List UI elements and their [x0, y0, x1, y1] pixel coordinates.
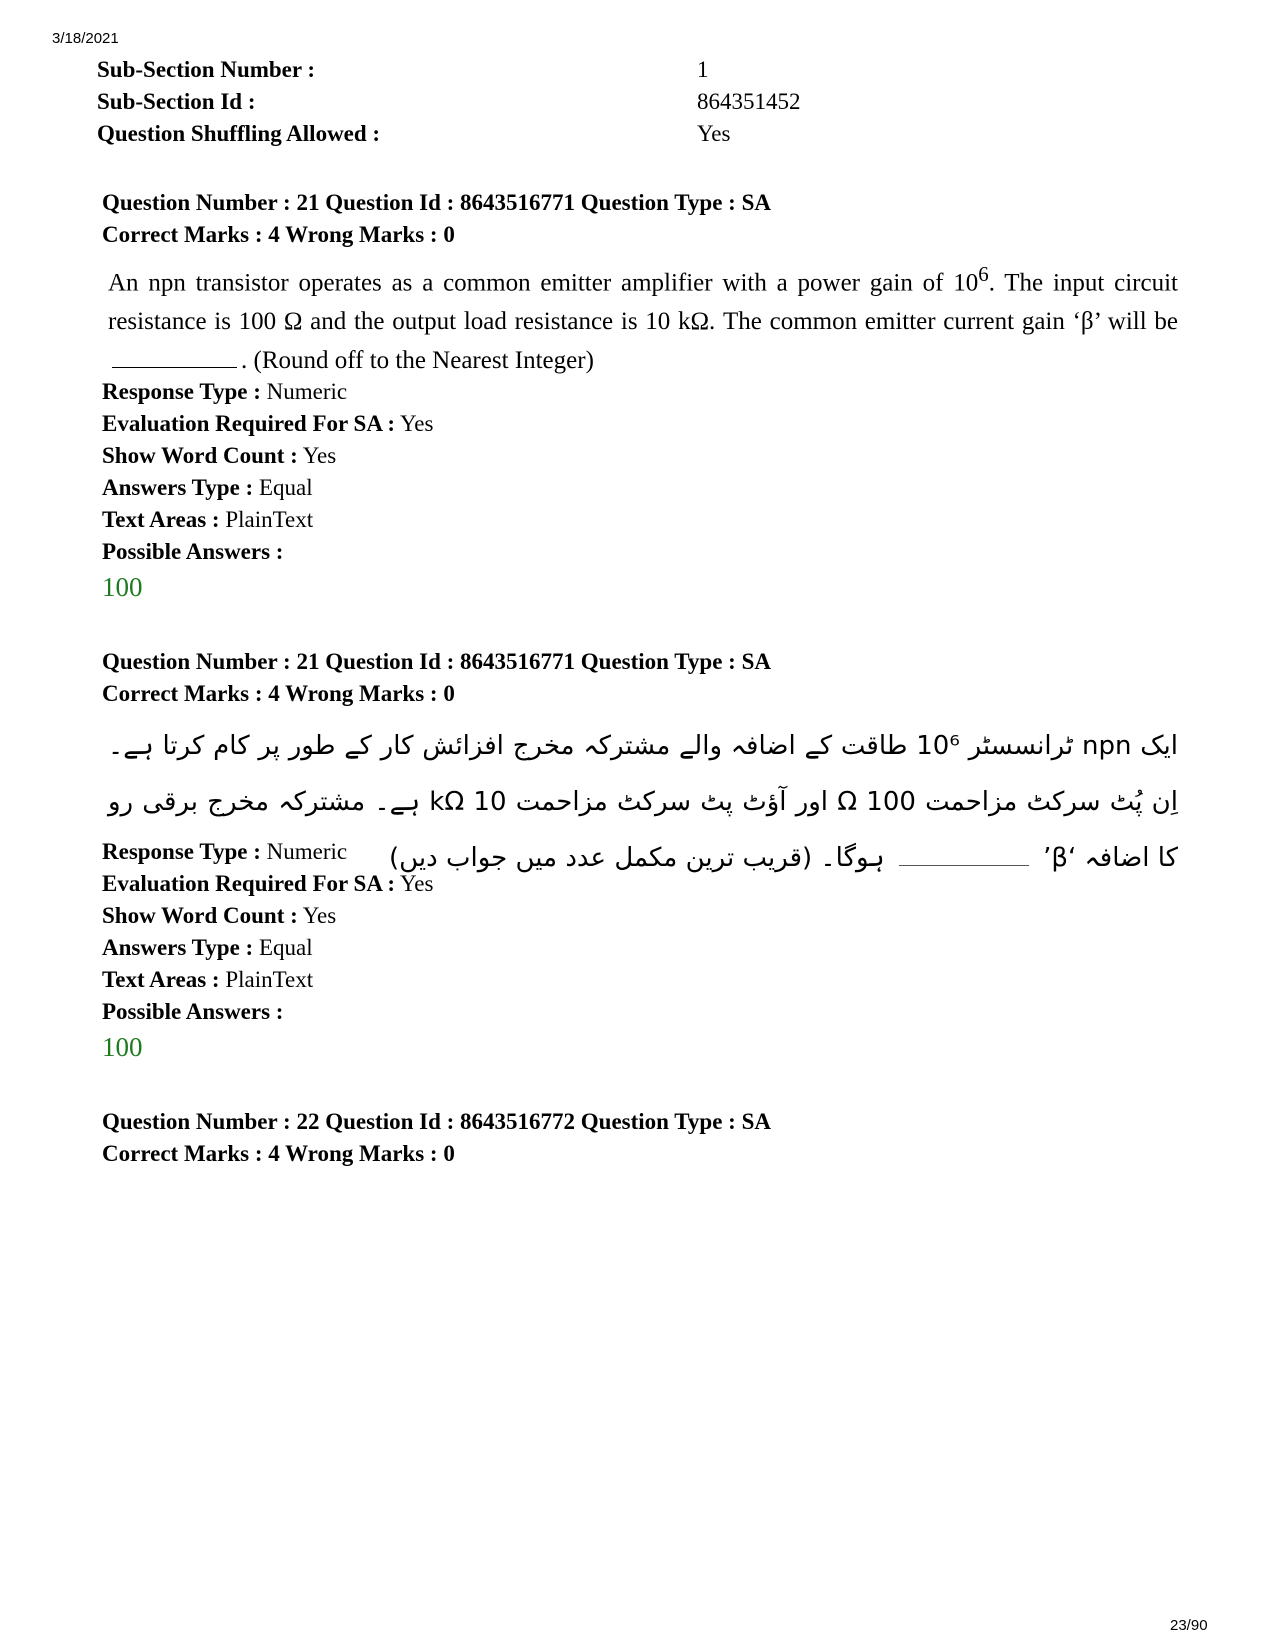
- question-header: Question Number : 21 Question Id : 8643516771 Question Type : SA: [102, 190, 771, 215]
- meta-label: Question Shuffling Allowed :: [97, 121, 381, 146]
- possible-answers-label: Possible Answers :: [102, 539, 284, 564]
- meta-label: Sub-Section Id :: [97, 89, 256, 114]
- subsection-number-row: [97, 54, 709, 86]
- meta-label: Sub-Section Number :: [97, 57, 316, 82]
- print-date: 3/18/2021: [52, 30, 119, 47]
- meta-value: Yes: [697, 121, 731, 146]
- question-header: Question Number : 22 Question Id : 8643516772 Question Type : SA: [102, 1109, 771, 1134]
- page-number: 23/90: [1170, 1617, 1208, 1634]
- answer-blank: [112, 366, 237, 368]
- possible-answer: 100: [102, 572, 143, 602]
- meta-value: 1: [697, 57, 709, 82]
- prop-answers-type: Answers Type : Equal: [102, 935, 313, 960]
- prop-response-type: Response Type : Numeric: [102, 839, 348, 864]
- prop-evaluation-required: Evaluation Required For SA : Yes: [102, 871, 434, 896]
- prop-show-word-count: Show Word Count : Yes: [102, 903, 337, 928]
- answer-blank: [899, 864, 1029, 866]
- prop-response-type: Response Type : Numeric: [102, 379, 348, 404]
- prop-evaluation-required: Evaluation Required For SA : Yes: [102, 411, 434, 436]
- question-shuffling-row: [97, 118, 730, 150]
- question-text: An npn transistor operates as a common emitter amplifier with a power gain of $10^6$. The input circuit resistance is 100 Ω and the output load resistance is 10 kΩ. The common emitter current gain ‘β’ will be . (Round off to the Nearest Integer): [108, 262, 1178, 375]
- question-marks: Correct Marks : 4 Wrong Marks : 0: [102, 681, 455, 706]
- prop-text-areas: Text Areas : PlainText: [102, 967, 314, 992]
- question-header: Question Number : 21 Question Id : 8643516771 Question Type : SA: [102, 649, 771, 674]
- prop-show-word-count: Show Word Count : Yes: [102, 443, 337, 468]
- meta-value: 864351452: [697, 89, 801, 114]
- prop-answers-type: Answers Type : Equal: [102, 475, 313, 500]
- possible-answer: 100: [102, 1032, 143, 1062]
- question-marks: Correct Marks : 4 Wrong Marks : 0: [102, 222, 455, 247]
- subsection-id-row: [97, 86, 801, 118]
- question-text-urdu: ایک npn ٹرانسسٹر 10⁶ طاقت کے اضافہ والے مشترکہ مخرج افزائش کار کے طور پر کام کرتا ہے۔ اِن پُٹ سرکٹ مزاحمت Ω 100 اور آؤٹ پٹ سرکٹ مزاحمت 10 kΩ ہے۔ مشترکہ مخرج برقی رو کا اضافہ ‘β’ ہوگا۔ (قریب ترین مکمل عدد میں جواب دیں): [108, 731, 1178, 873]
- question-marks: Correct Marks : 4 Wrong Marks : 0: [102, 1141, 455, 1166]
- possible-answers-label: Possible Answers :: [102, 999, 284, 1024]
- prop-text-areas: Text Areas : PlainText: [102, 507, 314, 532]
